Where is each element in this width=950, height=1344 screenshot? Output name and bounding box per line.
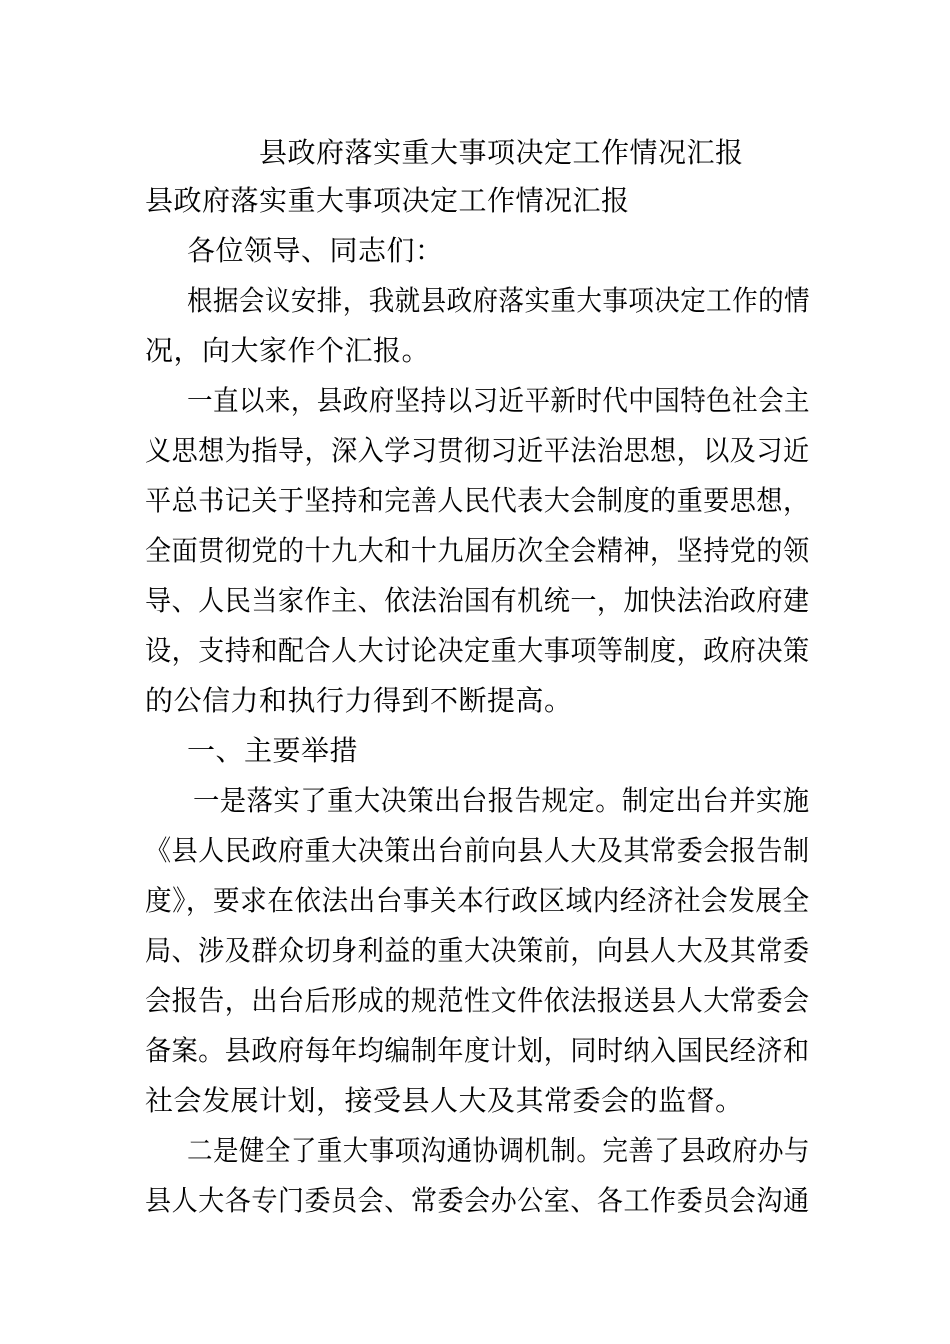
paragraph-line: 《县人民政府重大决策出台前向县人大及其常委会报告制 (145, 834, 810, 867)
paragraph-line: 二是健全了重大事项沟通协调机制。完善了县政府办与 (187, 1134, 811, 1167)
paragraph-line: 一是落实了重大决策出台报告规定。制定出台并实施 (193, 784, 810, 817)
paragraph-line: 一直以来，县政府坚持以习近平新时代中国特色社会主 (187, 384, 811, 417)
paragraph-line: 会报告，出台后形成的规范性文件依法报送县人大常委会 (145, 984, 810, 1017)
paragraph-line: 的公信力和执行力得到不断提高。 (145, 684, 573, 717)
paragraph-line: 平总书记关于坚持和完善人民代表大会制度的重要思想， (145, 484, 810, 517)
paragraph-line: 导、人民当家作主、依法治国有机统一，加快法治政府建 (145, 584, 810, 617)
paragraph-line: 局、涉及群众切身利益的重大决策前，向县人大及其常委 (145, 934, 810, 967)
paragraph-line: 社会发展计划，接受县人大及其常委会的监督。 (145, 1084, 744, 1117)
document-subtitle: 县政府落实重大事项决定工作情况汇报 (145, 184, 630, 217)
section-heading: 一、主要举措 (187, 734, 359, 767)
paragraph-line: 县人大各专门委员会、常委会办公室、各工作委员会沟通 (145, 1184, 810, 1217)
paragraph-line: 设，支持和配合人大讨论决定重大事项等制度，政府决策 (145, 634, 810, 667)
paragraph-line: 根据会议安排，我就县政府落实重大事项决定工作的情 (187, 284, 811, 317)
paragraph-line: 况，向大家作个汇报。 (145, 334, 431, 367)
paragraph-line: 备案。县政府每年均编制年度计划，同时纳入国民经济和 (145, 1034, 810, 1067)
paragraph-line: 义思想为指导，深入学习贯彻习近平法治思想，以及习近 (145, 434, 810, 467)
salutation: 各位领导、同志们： (187, 234, 444, 267)
document-title: 县政府落实重大事项决定工作情况汇报 (259, 136, 744, 169)
paragraph-line: 全面贯彻党的十九大和十九届历次全会精神，坚持党的领 (145, 534, 810, 567)
paragraph-line: 度》，要求在依法出台事关本行政区域内经济社会发展全 (145, 884, 810, 917)
